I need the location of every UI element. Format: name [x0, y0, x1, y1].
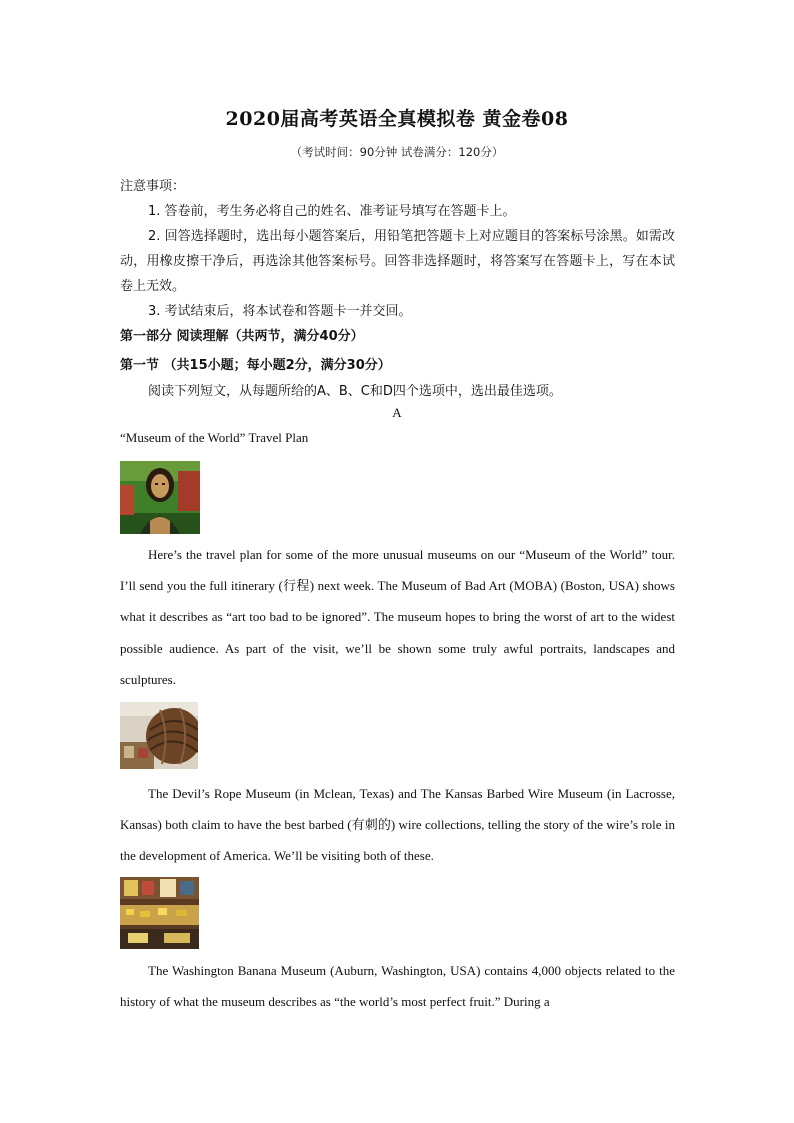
- passage-paragraph-3: The Washington Banana Museum (Auburn, Washington, USA) contains 4,000 objects related to the history of what the museum describes as “the world’s most perfect fruit.” During a: [120, 963, 675, 1010]
- notice-item-3: 3. 考试结束后，将本试卷和答题卡一并交回。: [148, 304, 412, 319]
- notice-item-1: 1. 答卷前，考生务必将自己的姓名、准考证号填写在答题卡上。: [148, 204, 516, 219]
- painting-portrait-image: [120, 461, 200, 534]
- instruction-text: 阅读下列短文，从每题所给的A、B、C和D四个选项中，选出最佳选项。: [148, 384, 562, 399]
- passage-paragraph-2: The Devil’s Rope Museum (in Mclean, Texas) and The Kansas Barbed Wire Museum (in Lacrosse, Kansas) both claim to have the best barbed (有刺的) wire collections, telling the story of the wire’s role in the development of America. We’ll be visiting both of these.: [120, 786, 675, 864]
- passage-paragraph-1: Here’s the travel plan for some of the more unusual museums on our “Museum of the World” tour. I’ll send you the full itinerary (行程) next week. The Museum of Bad Art (MOBA) (Boston, USA) shows what it describes as “art too bad to be ignored”. The museum hopes to bring the worst of art to the widest possible audience. As part of the visit, we’ll be shown some truly awful portraits, landscapes and sculptures.: [120, 547, 675, 687]
- notice-item-2: 2. 回答选择题时，选出每小题答案后，用铅笔把答题卡上对应题目的答案标号涂黑。如需改动，用橡皮擦干净后，再选涂其他答案标号。回答非选择题时，将答案写在答题卡上，写在本试卷上无效。: [120, 229, 675, 294]
- part-heading: 第一部分 阅读理解（共两节，满分40分）: [120, 329, 364, 344]
- wire-ball-image: [120, 702, 198, 769]
- exam-info: （考试时间：90分钟 试卷满分：120分）: [290, 145, 504, 159]
- museum-display-image: [120, 877, 199, 949]
- passage-title: “Museum of the World” Travel Plan: [120, 430, 309, 445]
- section-heading: 第一节 （共15小题；每小题2分，满分30分）: [120, 358, 391, 373]
- notice-heading: 注意事项：: [120, 179, 186, 194]
- page-title: 2020届高考英语全真模拟卷 黄金卷08: [225, 108, 569, 130]
- passage-letter: A: [392, 405, 402, 420]
